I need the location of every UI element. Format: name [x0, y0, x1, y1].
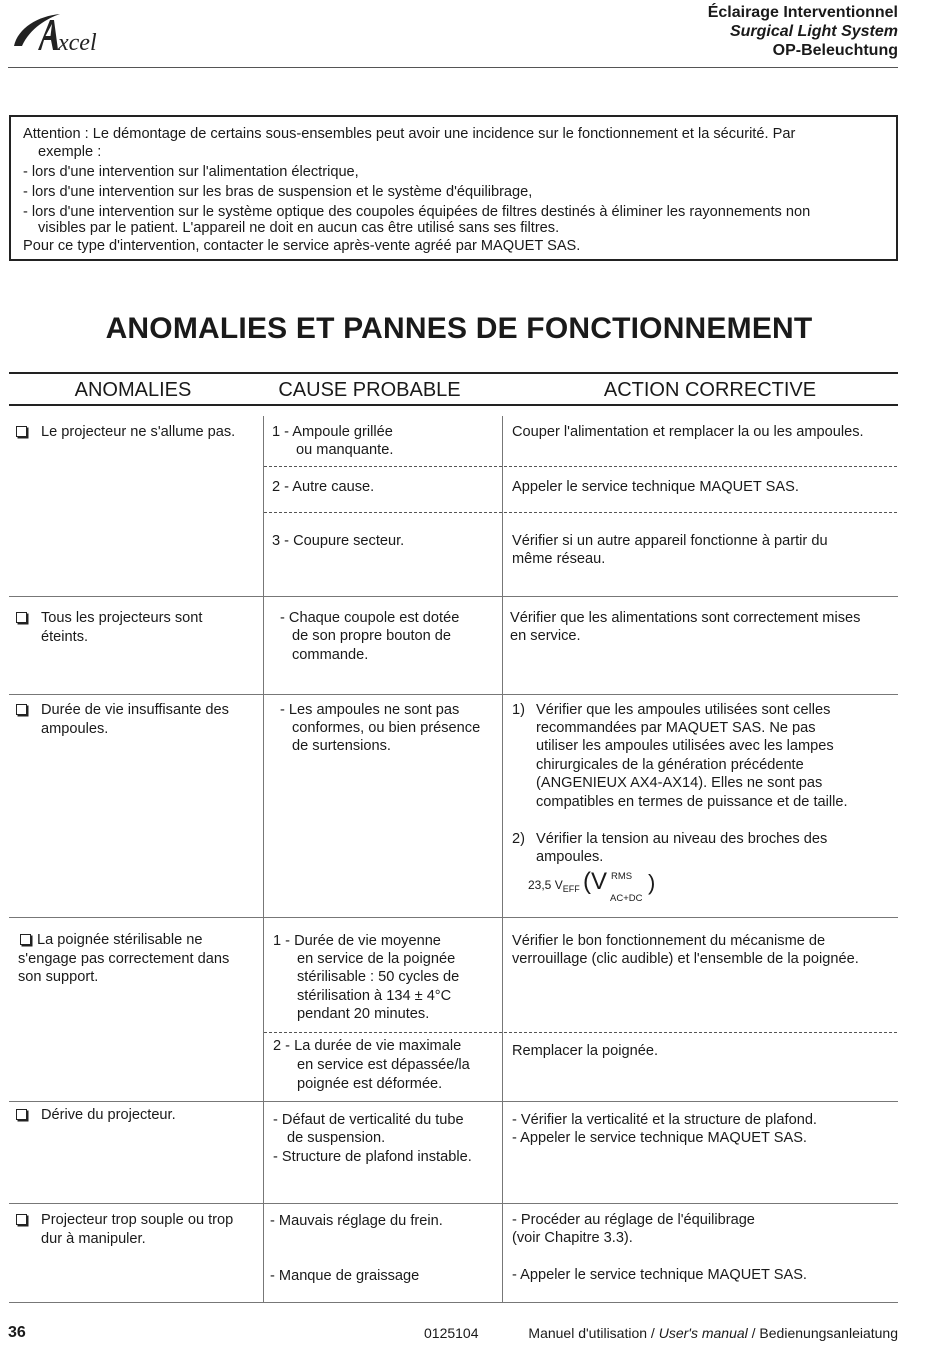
cause-text: en service est dépassée/la	[297, 1057, 470, 1073]
cause-text: 1 - Durée de vie moyenne	[273, 933, 441, 949]
cause-text: poignée est déformée.	[297, 1076, 443, 1092]
action-text: - Procéder au réglage de l'équilibrage	[512, 1212, 755, 1228]
warning-item: visibles par le patient. L'appareil ne doit en aucun cas être utilisé sans ses filtres.	[38, 220, 560, 236]
row-separator	[9, 694, 898, 695]
action-text: Remplacer la poignée.	[512, 1043, 659, 1059]
action-text: - Appeler le service technique MAQUET SAS.	[512, 1130, 807, 1146]
manual-title-fr: Manuel d'utilisation /	[528, 1325, 659, 1341]
action-text: ampoules.	[536, 849, 604, 865]
column-divider	[263, 416, 264, 1303]
cause-text: - Les ampoules ne sont pas	[280, 702, 460, 718]
manual-title	[528, 1324, 898, 1342]
header-title-de: OP-Beleuchtung	[772, 42, 898, 59]
checkbox-icon	[16, 426, 27, 437]
action-text: chirurgicales de la génération précédente	[536, 757, 804, 773]
action-number: 1)	[512, 702, 525, 718]
voltage-acdc: AC+DC	[610, 893, 643, 904]
warning-item: - lors d'une intervention sur l'alimentation électrique,	[23, 164, 359, 180]
header-title-fr: Éclairage Interventionnel	[707, 4, 898, 21]
page-number: 36	[8, 1324, 26, 1341]
row-separator	[9, 1101, 898, 1102]
anomaly-text: Durée de vie insuffisante des	[41, 702, 229, 718]
column-header-anomalies: ANOMALIES	[74, 379, 192, 401]
cause-text: commande.	[292, 647, 369, 663]
cause-text: pendant 20 minutes.	[297, 1006, 430, 1022]
anomaly-text: Projecteur trop souple ou trop	[41, 1212, 234, 1228]
cause-text: de surtensions.	[292, 738, 391, 754]
anomaly-text: dur à manipuler.	[41, 1230, 146, 1247]
table-header-rule	[9, 404, 898, 406]
cause-text: 3 - Coupure secteur.	[272, 533, 405, 549]
action-text: - Appeler le service technique MAQUET SAS.	[512, 1267, 807, 1283]
anomaly-text: Dérive du projecteur.	[41, 1107, 176, 1123]
voltage-rms: RMS	[611, 871, 633, 882]
warning-item: - lors d'une intervention sur le système optique des coupoles équipées de filtres destinés à éliminer les rayonnements non	[23, 204, 811, 220]
voltage-text: 23,5 V	[528, 878, 563, 892]
action-text: Vérifier si un autre appareil fonctionne à partir du	[512, 533, 828, 549]
cause-text: ou manquante.	[296, 442, 394, 458]
column-divider	[502, 416, 503, 1303]
cause-text: en service de la poignée	[297, 951, 456, 967]
anomaly-text: Tous les projecteurs sont	[41, 610, 203, 626]
row-separator	[9, 596, 898, 597]
document-reference: 0125104	[424, 1325, 479, 1341]
action-text: (ANGENIEUX AX4-AX14). Elles ne sont pas	[536, 775, 823, 791]
cause-text: de son propre bouton de	[292, 628, 452, 644]
column-header-cause: CAUSE PROBABLE	[278, 379, 461, 401]
action-text: - Vérifier la verticalité et la structure de plafond.	[512, 1112, 817, 1128]
anomaly-cell	[13, 1211, 258, 1248]
action-text: (voir Chapitre 3.3).	[512, 1230, 633, 1246]
svg-text:xcel: xcel	[58, 30, 97, 56]
warning-item: - lors d'une intervention sur les bras de suspension et le système d'équilibrage,	[23, 184, 533, 200]
column-header-action: ACTION CORRECTIVE	[603, 379, 817, 401]
cause-text: conformes, ou bien présence	[292, 720, 481, 736]
action-text: recommandées par MAQUET SAS. Ne pas	[536, 720, 816, 736]
cause-text: stérilisation à 134 ± 4°C	[297, 988, 452, 1004]
table-top-rule	[9, 372, 898, 374]
action-text: compatibles en termes de puissance et de taille.	[536, 794, 848, 810]
cause-text: 2 - Autre cause.	[272, 479, 375, 495]
cause-text: 2 - La durée de vie maximale	[273, 1038, 462, 1054]
row-separator-dashed	[264, 512, 897, 513]
row-separator-dashed	[264, 1032, 897, 1033]
checkbox-icon	[20, 934, 31, 945]
action-text: Appeler le service technique MAQUET SAS.	[512, 479, 799, 495]
anomaly-text: éteints.	[41, 628, 89, 645]
anomaly-cell	[13, 423, 258, 442]
warning-line: Attention : Le démontage de certains sous-ensembles peut avoir une incidence sur le fonctionnement et la sécurité. Par	[23, 126, 796, 142]
anomaly-cell	[18, 931, 258, 987]
row-separator	[9, 917, 898, 918]
action-text: Vérifier le bon fonctionnement du mécanisme de	[512, 933, 826, 949]
manual-title-de: / Bedienungsanleiatung	[747, 1325, 898, 1341]
voltage-subscript: EFF	[562, 884, 580, 894]
action-text: Vérifier que les alimentations sont correctement mises	[510, 610, 861, 626]
anomaly-text: s'engage pas correctement dans	[18, 950, 230, 967]
anomaly-text: son support.	[18, 969, 99, 985]
action-text: en service.	[510, 628, 581, 644]
action-text: même réseau.	[512, 551, 606, 567]
row-separator	[9, 1203, 898, 1204]
cause-text: - Mauvais réglage du frein.	[270, 1213, 443, 1229]
header-divider	[8, 67, 898, 68]
anomaly-cell	[13, 609, 258, 646]
header-title-en: Surgical Light System	[729, 23, 898, 40]
voltage-close: )	[648, 870, 656, 895]
checkbox-icon	[16, 1109, 27, 1120]
warning-line: exemple :	[38, 144, 102, 160]
anomaly-text: La poignée stérilisable ne	[37, 932, 203, 948]
cause-text: - Défaut de verticalité du tube	[273, 1112, 464, 1128]
voltage-v: (V	[583, 868, 607, 895]
anomaly-cell	[13, 1106, 258, 1125]
anomaly-cell	[13, 701, 258, 738]
warning-box	[9, 115, 898, 261]
cause-text: 1 - Ampoule grillée	[272, 424, 393, 440]
anomaly-text: Le projecteur ne s'allume pas.	[41, 424, 236, 440]
cause-text: stérilisable : 50 cycles de	[297, 969, 460, 985]
action-text: Vérifier la tension au niveau des broches des	[536, 831, 828, 847]
checkbox-icon	[16, 612, 27, 623]
checkbox-icon	[16, 1214, 27, 1225]
action-text: verrouillage (clic audible) et l'ensemble de la poignée.	[512, 951, 859, 967]
voltage-value	[528, 878, 580, 896]
action-text: Vérifier que les ampoules utilisées sont celles	[536, 702, 831, 718]
action-text: utiliser les ampoules utilisées avec les lampes	[536, 738, 834, 754]
row-separator-dashed	[264, 466, 897, 467]
checkbox-icon	[16, 704, 27, 715]
table-bottom-rule	[9, 1302, 898, 1303]
axcel-logo	[8, 6, 126, 56]
action-text: Couper l'alimentation et remplacer la ou les ampoules.	[512, 424, 864, 440]
action-number: 2)	[512, 831, 525, 847]
manual-title-en: User's manual	[658, 1325, 748, 1341]
cause-text: de suspension.	[287, 1130, 386, 1146]
section-title: ANOMALIES ET PANNES DE FONCTIONNEMENT	[105, 312, 813, 345]
cause-text: - Manque de graissage	[270, 1268, 420, 1284]
cause-text: - Structure de plafond instable.	[273, 1149, 472, 1165]
warning-closing: Pour ce type d'intervention, contacter le service après-vente agréé par MAQUET SAS.	[23, 238, 581, 254]
cause-text: - Chaque coupole est dotée	[280, 610, 460, 626]
anomaly-text: ampoules.	[41, 720, 109, 737]
